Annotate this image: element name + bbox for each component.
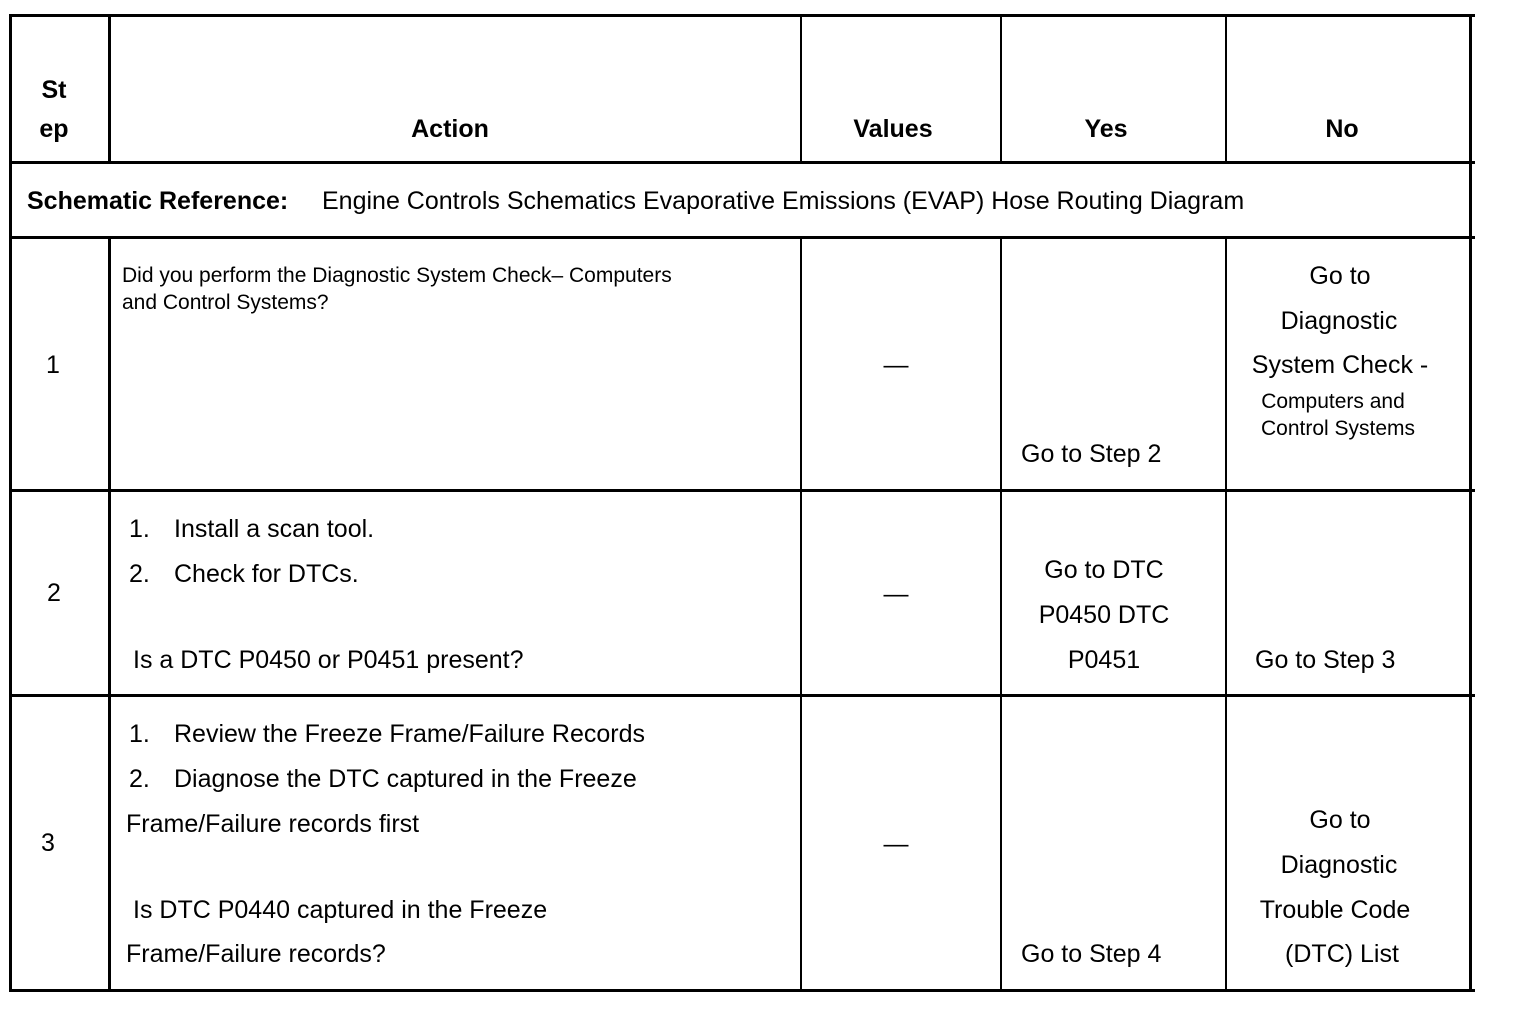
header-yes: Yes bbox=[1084, 115, 1128, 143]
values-dash: — bbox=[883, 351, 909, 379]
header-step-line2: ep bbox=[39, 115, 69, 143]
col-divider-yes bbox=[1000, 236, 1002, 992]
yes-result: Go to Step 2 bbox=[1021, 440, 1162, 468]
list-item-text: Diagnose the DTC captured in the Freeze bbox=[174, 765, 637, 793]
list-item-text-continued: Frame/Failure records first bbox=[126, 810, 420, 838]
no-result-line4: (DTC) List bbox=[1285, 940, 1399, 968]
yes-result-line1: Go to DTC bbox=[1044, 556, 1164, 584]
list-item-number: 1. bbox=[129, 515, 150, 543]
col-divider-values-header bbox=[800, 14, 802, 164]
col-divider-step-header bbox=[108, 14, 111, 164]
action-text-line1: Did you perform the Diagnostic System Check– Computers bbox=[122, 264, 672, 287]
list-item-text: Install a scan tool. bbox=[174, 515, 375, 543]
step-number: 1 bbox=[46, 351, 60, 379]
action-text-line2: and Control Systems? bbox=[122, 291, 329, 314]
table-border-right bbox=[1469, 14, 1472, 992]
row-2-divider bbox=[9, 694, 1475, 697]
list-item-number: 1. bbox=[129, 720, 150, 748]
list-item-number: 2. bbox=[129, 765, 150, 793]
question-text-line2: Frame/Failure records? bbox=[126, 940, 386, 968]
list-item-text: Check for DTCs. bbox=[174, 560, 359, 588]
step-number: 3 bbox=[41, 829, 55, 857]
schematic-text: Engine Controls Schematics Evaporative Emissions (EVAP) Hose Routing Diagram bbox=[322, 187, 1245, 215]
yes-result-line2: P0450 DTC bbox=[1038, 601, 1170, 629]
col-divider-step bbox=[108, 236, 111, 992]
yes-result: Go to Step 4 bbox=[1021, 940, 1162, 968]
no-result-line4: Computers and bbox=[1261, 390, 1405, 413]
no-result-line1: Go to bbox=[1309, 262, 1371, 290]
step-number: 2 bbox=[47, 579, 61, 607]
table-border-bottom bbox=[9, 989, 1475, 992]
schematic-label: Schematic Reference: bbox=[27, 187, 289, 215]
header-step: St bbox=[41, 76, 67, 104]
schematic-divider bbox=[9, 236, 1475, 239]
header-divider bbox=[9, 161, 1475, 164]
header-no: No bbox=[1325, 115, 1359, 143]
values-dash: — bbox=[883, 830, 909, 858]
question-text: Is a DTC P0450 or P0451 present? bbox=[133, 646, 524, 674]
question-text-line1: Is DTC P0440 captured in the Freeze bbox=[133, 896, 548, 924]
header-action: Action bbox=[411, 115, 489, 143]
no-result-line2: Diagnostic bbox=[1280, 851, 1398, 879]
no-result-line1: Go to bbox=[1309, 806, 1371, 834]
list-item-number: 2. bbox=[129, 560, 150, 588]
no-result-line2: Diagnostic bbox=[1280, 307, 1398, 335]
no-result: Go to Step 3 bbox=[1255, 646, 1396, 674]
list-item-text: Review the Freeze Frame/Failure Records bbox=[174, 720, 645, 748]
no-result-line3: System Check - bbox=[1251, 351, 1429, 379]
col-divider-values bbox=[800, 236, 802, 992]
no-result-line5: Control Systems bbox=[1260, 417, 1416, 440]
col-divider-no bbox=[1225, 236, 1227, 992]
values-dash: — bbox=[883, 580, 909, 608]
header-values: Values bbox=[853, 115, 933, 143]
row-1-divider bbox=[9, 489, 1475, 492]
table-border-top bbox=[9, 14, 1475, 17]
col-divider-yes-header bbox=[1000, 14, 1002, 164]
col-divider-no-header bbox=[1225, 14, 1227, 164]
yes-result-line3: P0451 bbox=[1067, 646, 1141, 674]
no-result-line3: Trouble Code bbox=[1259, 896, 1411, 924]
table-border-left bbox=[9, 14, 12, 992]
